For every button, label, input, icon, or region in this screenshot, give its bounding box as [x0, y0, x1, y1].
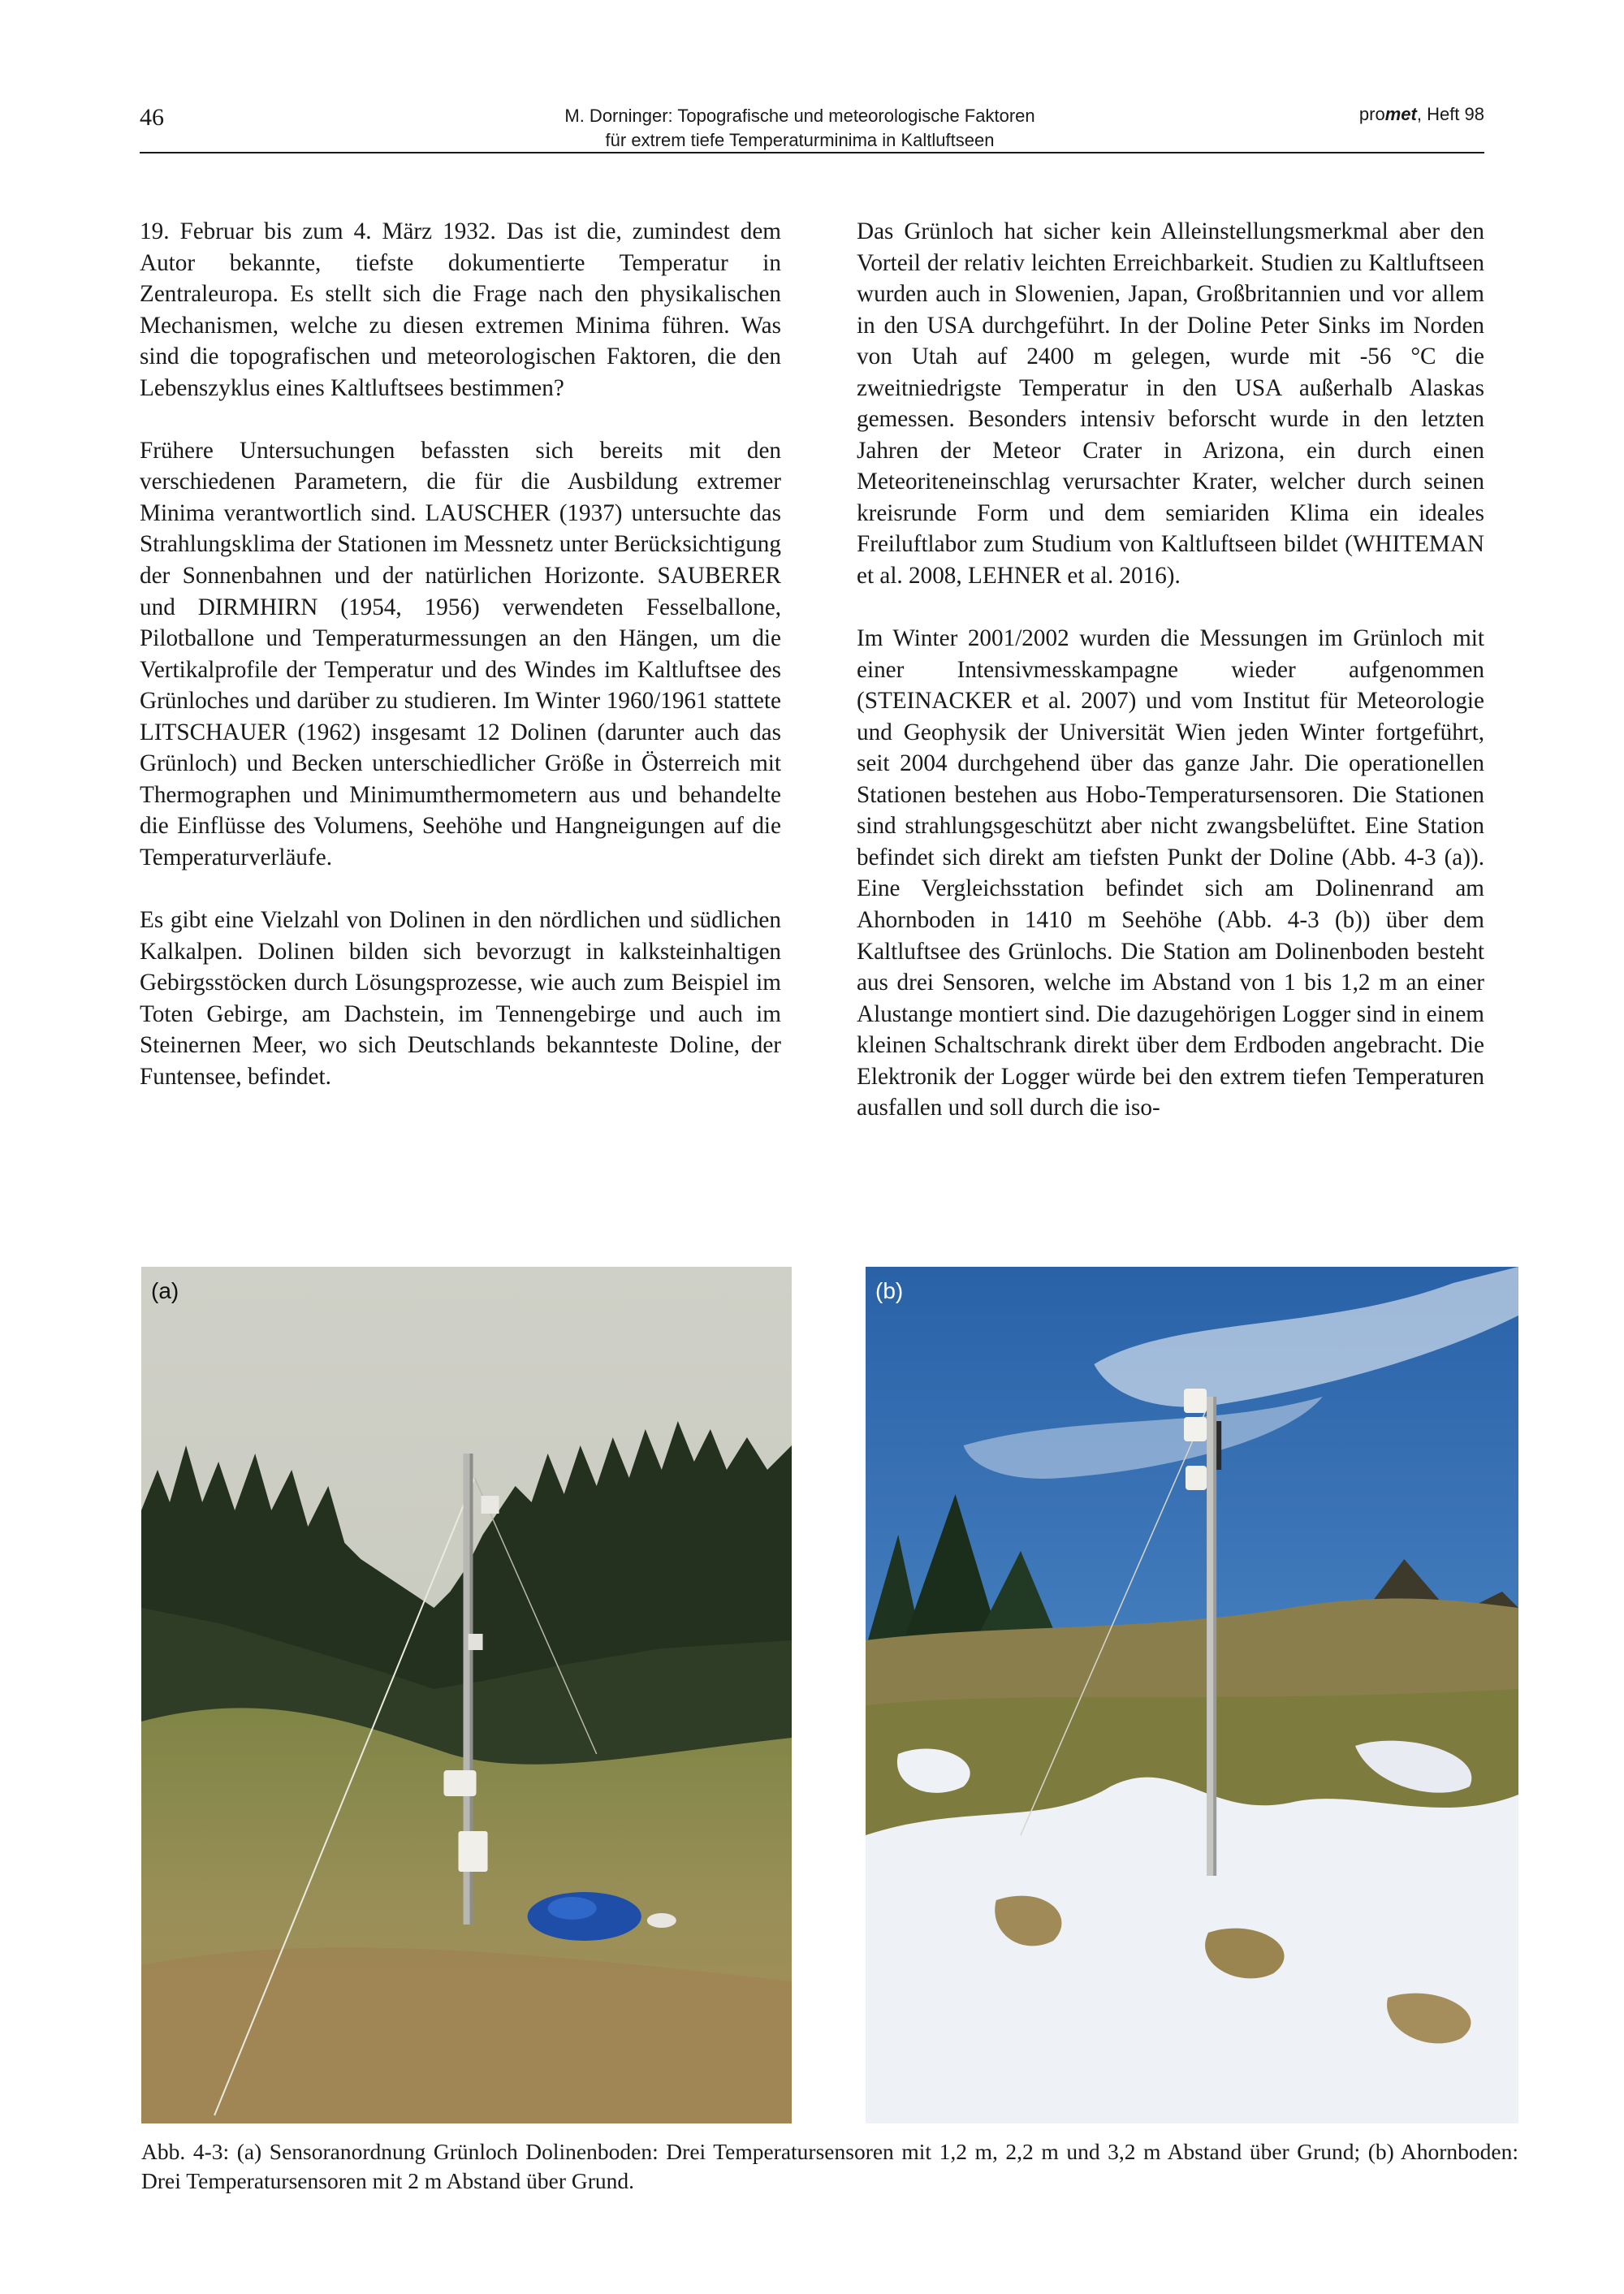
figure-photo-a: [141, 1267, 792, 2123]
header-rule: [140, 152, 1484, 153]
figure-label-b: (b): [875, 1278, 904, 1303]
right-paragraph-2: Im Winter 2001/2002 wurden die Messungen im Grünloch mit einer Intensivmesskampagne wieder aufgenommen (STEINACKER et al. 2007) und vom Institut für Meteorologie und Geophysik der Universität Wien jeden Winter fortgeführt, seit 2004 durchgehend über das ganze Jahr. Die operationellen Stationen bestehen aus Hobo-Temperatursensoren. Die Stationen sind strahlungsgeschützt aber nicht zwangsbelüftet. Eine Station befindet sich direkt am tiefsten Punkt der Doline (Abb. 4-3 (a)). Eine Vergleichsstation befindet sich am Dolinenrand am Ahornboden in 1410 m Seehöhe (Abb. 4-3 (b)) über dem Kaltluftsee des Grünlochs. Die Station am Dolinenboden besteht aus drei Sensoren, welche im Abstand von 1 bis 1,2 m an einer Alustange montiert sind. Die dazugehörigen Logger sind in einem kleinen Schaltschrank direkt über dem Erdboden angebracht. Die Elektronik der Logger würde bei den extrem tiefen Temperaturen ausfallen und soll durch die iso-: [857, 625, 1484, 1121]
journal-issue: [1359, 104, 1484, 125]
left-paragraph-1: 19. Februar bis zum 4. März 1932. Das ist die, zumindest dem Autor bekannte, tiefste dokumentierte Temperatur in Zentraleuropa. Es stellt sich die Frage nach den physikalischen Mechanismen, welche zu diesen extremen Minima führen. Was sind die topografischen und meteorologischen Faktoren, die den Lebenszyklus eines Kaltluftsees bestimmen?: [140, 218, 781, 401]
figure-caption: Abb. 4-3: (a) Sensoranordnung Grünloch Dolinenboden: Drei Temperatursensoren mit 1,2 m, 2,2 m und 3,2 m Abstand über Grund; (b) Ahornboden: Drei Temperatursensoren mit 2 m Abstand über Grund.: [141, 2139, 1518, 2193]
figure-photo-b: [866, 1267, 1518, 2123]
left-paragraph-2: Frühere Untersuchungen befassten sich bereits mit den verschiedenen Parametern, die für die Ausbildung extremer Minima verantwortlich sind. LAUSCHER (1937) untersuchte das Strahlungsklima der Stationen im Messnetz unter Berücksichtigung der Sonnenbahnen und der natürlichen Horizonte. SAUBERER und DIRMHIRN (1954, 1956) verwendeten Fesselballone, Pilotballone und Temperaturmessungen an den Hängen, um die Vertikalprofile der Temperatur und des Windes im Kaltluftsee des Grünloches und darüber zu studieren. Im Winter 1960/1961 stattete LITSCHAUER (1962) insgesamt 12 Dolinen (darunter auch das Grünloch) und Becken unterschiedlicher Größe in Österreich mit Thermographen und Minimumthermometern aus und behandelte die Einflüsse des Volumens, Seehöhe und Hangneigungen auf die Temperaturverläufe.: [140, 437, 781, 871]
left-column: [140, 216, 781, 1124]
journal-brand-pro: pro: [1358, 104, 1385, 124]
page-number: 46: [140, 104, 164, 131]
journal-brand-met: met: [1384, 104, 1417, 124]
figure-label-a: (a): [151, 1278, 179, 1303]
running-title-line1: M. Dorninger: Topografische und meteorologische Faktoren: [564, 106, 1035, 126]
left-paragraph-3: Es gibt eine Vielzahl von Dolinen in den nördlichen und südlichen Kalkalpen. Dolinen bilden sich bevorzugt in kalksteinhaltigen Gebirgsstöcken durch Lösungsprozesse, wie auch zum Beispiel im Toten Gebirge, am Dachstein, im Tennengebirge und auch im Steinernen Meer, wo sich Deutschlands bekannteste Doline, der Funtensee, befindet.: [140, 907, 781, 1090]
running-title: [455, 104, 1145, 153]
right-column: [857, 216, 1484, 1155]
journal-issue-number: , Heft 98: [1416, 104, 1484, 124]
photo-grunloch-dolinenboden: [141, 1267, 792, 2123]
photo-ahornboden: [866, 1267, 1518, 2123]
right-paragraph-1: Das Grünloch hat sicher kein Alleinstellungsmerkmal aber den Vorteil der relativ leichten Erreichbarkeit. Studien zu Kaltluftseen wurden auch in Slowenien, Japan, Großbritannien und vor allem in den USA durchgeführt. In der Doline Peter Sinks im Norden von Utah auf 2400 m gelegen, wurde mit -56 °C die zweitniedrigste Temperatur in den USA außerhalb Alaskas gemessen. Besonders intensiv beforscht wurde in den letzten Jahren der Meteor Crater in Arizona, ein durch einen Meteoriteneinschlag verursachter Krater, welcher durch seinen kreisrunde Form und dem semiariden Klima ein ideales Freiluftlabor zum Studium von Kaltluftseen bildet (WHITEMAN et al. 2008, LEHNER et al. 2016).: [857, 218, 1484, 590]
running-title-line2: für extrem tiefe Temperaturminima in Kaltluftseen: [605, 130, 995, 150]
